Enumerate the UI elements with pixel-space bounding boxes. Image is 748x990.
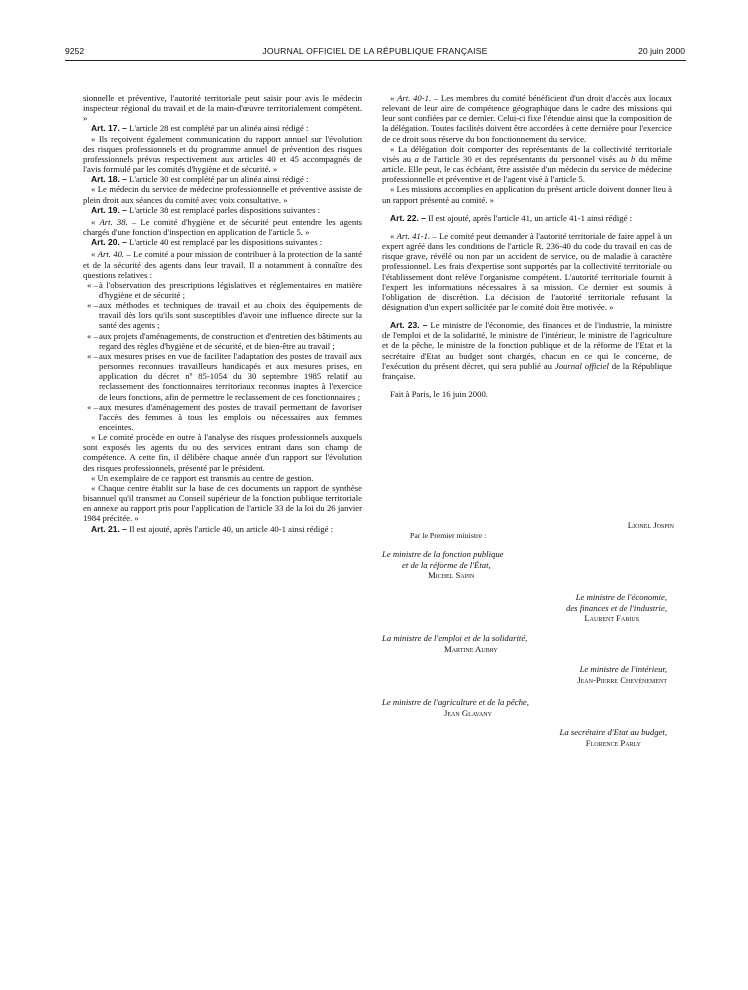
quote-open: « bbox=[91, 216, 100, 227]
minister-title: La ministre de l'emploi et de la solidarité, bbox=[382, 633, 528, 643]
delegation-text-1: « La délégation doit comporter des représentants de la collectivité territoriale visés au bbox=[382, 143, 672, 164]
article-21-text: Il est ajouté, après l'article 40, un article 40-1 ainsi rédigé : bbox=[126, 523, 334, 534]
paragraph-centre: « Chaque centre établit sur la base de ces documents un rapport de synthèse bisannuel qu'il transmet au Conseil supérieur de la fonction publique territoriale en annexe au rapport pris pour l'application de l'article 33 de la loi du 26 janvier 1984 précitée. » bbox=[83, 482, 362, 524]
list-item-text: à l'observation des prescriptions législatives et réglementaires en matière d'hygiène et de sécurité ; bbox=[99, 279, 362, 300]
article-40-1-quote bbox=[382, 93, 672, 144]
article-41-1-quote bbox=[382, 231, 672, 312]
minister-block-2 bbox=[382, 592, 667, 624]
paragraph-continuation: sionnelle et préventive, l'autorité territoriale peut saisir pour avis le médecin inspecteur régional du travail et de la main-d'œuvre territorialement compétent. » bbox=[83, 93, 362, 124]
delegation-text-3: du même article. Elle peut, le cas échéant, être assistée d'un médecin du service de médecine professionnelle et préventive et de l'agent visé à l'article 5. bbox=[382, 153, 673, 185]
quote-open: « bbox=[390, 93, 398, 103]
minister-name: Jean Glavany bbox=[444, 707, 492, 718]
article-40-1-text: – Les membres du comité bénéficient d'un droit d'accès aux locaux relevant de leur aire de compétence géographique dans le cadre des missions qui leur sont confiées par ce dernier. Celui-ci fixe l'étendue ainsi que la composition de la délégation. Toutes facilités doivent être accordées à cette dernière pour l'exercice de ce droit sous réserve du bon fonctionnement du service. bbox=[382, 93, 672, 144]
article-17-text: L'article 28 est complété par un alinéa ainsi rédigé : bbox=[126, 123, 309, 134]
list-item-text: aux mesures prises en vue de faciliter l'adaptation des postes de travail aux personnes reconnues travailleurs handicapés et aux mesures prises, en application du décret nº 85-1054 du 30 septembre 1985 relatif au reclassement des fonctionnaires territoriaux reconnus inaptes à l'exercice de leurs fonctions, afin de permettre le reclassement de ces fonctionnaires ; bbox=[99, 350, 362, 402]
article-18-quote: « Le médecin du service de médecine professionnelle et préventive assiste de plein droit aux séances du comité avec voix consultative. » bbox=[83, 184, 362, 205]
minister-title: des finances et de l'industrie, bbox=[565, 602, 667, 613]
paragraph-missions: « Les missions accomplies en application du présent article doivent donner lieu à un rapport présenté au comité. » bbox=[382, 184, 672, 205]
fait-a-paris: Fait à Paris, le 16 juin 2000. bbox=[390, 389, 488, 400]
article-20-label: Art. 20. – bbox=[91, 237, 127, 248]
signature-prime-minister: Lionel Jospin bbox=[627, 520, 674, 530]
article-18-label: Art. 18. – bbox=[91, 174, 127, 185]
delegation-text-2: de l'article 30 et des représentants du personnel visés au bbox=[418, 153, 631, 164]
questions-list bbox=[83, 280, 362, 432]
article-38-label: Art. 38. bbox=[99, 216, 128, 227]
minister-title: Le ministre de l'intérieur, bbox=[579, 664, 667, 674]
list-item bbox=[83, 280, 362, 300]
paragraph-exemplaire: « Un exemplaire de ce rapport est transmis au centre de gestion. bbox=[91, 472, 314, 483]
header-rule bbox=[65, 60, 686, 61]
article-40-1-label: Art. 40-1. bbox=[397, 93, 432, 103]
issue-date: 20 juin 2000 bbox=[638, 46, 685, 56]
paragraph-delegation bbox=[382, 144, 672, 185]
list-item-text: aux mesures d'aménagement des postes de travail permettant de favoriser l'accès des femmes à tous les emplois ou nécessaires aux femmes enceintes. bbox=[99, 401, 362, 432]
minister-name: Laurent Fabius bbox=[584, 613, 639, 624]
article-20 bbox=[83, 237, 362, 247]
minister-block-5 bbox=[382, 697, 682, 718]
article-23-text-1: Le ministre de l'économie, des finances et de l'industrie, la ministre de l'emploi et de la solidarité, le ministre de l'intérieur, le ministre de l'agriculture et de la pêche, le ministre de la fonction publique et de la réforme de l'Etat et la secrétaire d'Etat au budget sont chargés, chacun en ce qui le concerne, de l'exécution du présent décret, qui sera publié au bbox=[382, 320, 672, 371]
minister-title: Le ministre de l'agriculture et de la pêche, bbox=[382, 697, 529, 707]
list-marker: « – bbox=[87, 330, 98, 341]
list-marker: « – bbox=[87, 300, 98, 311]
list-item bbox=[83, 402, 362, 432]
paragraph-comite: « Le comité procède en outre à l'analyse des risques professionnels auxquels sont exposés les agents du ou des services entrant dans son champ de compétence. A cette fin, il délibère chaque année d'un rapport sur l'évolution des risques professionnels, présenté par le président. bbox=[83, 432, 362, 473]
article-17 bbox=[83, 123, 362, 133]
list-item bbox=[83, 351, 362, 402]
list-marker: « – bbox=[87, 401, 98, 412]
article-38-text: – Le comité d'hygiène et de sécurité peut entendre les agents chargés d'une fonction d'inspection en application de l'article 5. » bbox=[83, 216, 363, 238]
left-column bbox=[83, 93, 362, 534]
list-marker: « – bbox=[87, 279, 98, 290]
minister-name: Martine Aubry bbox=[444, 643, 498, 654]
delegation-letter-a: a bbox=[414, 153, 419, 164]
minister-name: Florence Parly bbox=[585, 737, 641, 748]
article-40-label: Art. 40. bbox=[97, 249, 125, 260]
list-item-text: aux méthodes et techniques de travail et au choix des équipements de travail dès lors qu'ils sont susceptibles d'avoir une influence directe sur la santé des agents ; bbox=[99, 300, 362, 331]
list-item bbox=[83, 331, 362, 351]
article-23-label: Art. 23. – bbox=[390, 320, 428, 331]
quote-open: « bbox=[91, 249, 98, 260]
minister-block-6 bbox=[382, 727, 667, 748]
article-19-label: Art. 19. – bbox=[91, 204, 127, 215]
article-18 bbox=[83, 174, 362, 184]
list-item bbox=[83, 300, 362, 330]
article-41-1-text: – Le comité peut demander à l'autorité territoriale de faire appel à un expert agréé dans les conditions de l'article R. 236-40 du code du travail en cas de risque grave, révélé ou non par un accident de service, ou de maladie à caractère professionnel. Les frais d'expertise sont supportés par la collectivité territoriale ou l'établissement dont relève l'organisme compétent. L'autorité territoriale fournit à l'expert les informations nécessaires à sa mission. Ce dernier est soumis à l'obligation de discrétion. La décision de l'autorité territoriale refusant la désignation d'un expert sollicitée par le comité doit être motivée. » bbox=[382, 230, 673, 312]
article-22-text: Il est ajouté, après l'article 41, un article 41-1 ainsi rédigé : bbox=[425, 212, 633, 223]
article-40-quote bbox=[83, 249, 362, 279]
article-22-label: Art. 22. – bbox=[390, 212, 426, 223]
right-column bbox=[382, 93, 672, 400]
article-40-text: – Le comité a pour mission de contribuer à la protection de la santé et de la sécurité des agents dans leur travail. Il a notamment à connaître des questions relatives : bbox=[83, 249, 362, 280]
minister-title: Le ministre de la fonction publique bbox=[382, 549, 504, 559]
article-23 bbox=[382, 320, 672, 381]
article-38-quote bbox=[83, 217, 362, 237]
delegation-letter-b: b bbox=[630, 153, 636, 164]
journal-officiel-ref: Journal officiel bbox=[554, 360, 609, 371]
article-19-text: L'article 38 est remplacé parles dispositions suivantes : bbox=[126, 204, 321, 215]
signatures bbox=[382, 520, 674, 541]
article-18-text: L'article 30 est complété par un alinéa ainsi rédigé : bbox=[126, 174, 309, 185]
article-20-text: L'article 40 est remplacé par les dispositions suivantes : bbox=[126, 237, 323, 248]
page-header bbox=[65, 44, 685, 58]
minister-title: La secrétaire d'Etat au budget, bbox=[559, 727, 667, 737]
article-41-1-label: Art. 41-1. bbox=[396, 230, 431, 241]
minister-name: Michel Sapin bbox=[428, 570, 475, 581]
article-21 bbox=[83, 524, 362, 534]
page-number: 9252 bbox=[65, 46, 85, 56]
article-23-text-2: de la République française. bbox=[382, 360, 672, 381]
article-19 bbox=[83, 205, 362, 215]
journal-title: JOURNAL OFFICIEL DE LA RÉPUBLIQUE FRANÇAISE bbox=[262, 46, 488, 56]
quote-open: « bbox=[390, 230, 397, 241]
article-17-quote: « Ils reçoivent également communication du rapport annuel sur l'évolution des risques professionnels et du programme annuel de prévention des risques professionnels prévus respectivement aux articles 40 et 45 accompagnés de l'avis formulé par les comités d'hygiène et de sécurité. » bbox=[83, 133, 362, 175]
minister-title: et de la réforme de l'État, bbox=[402, 559, 491, 570]
article-22 bbox=[382, 213, 672, 223]
minister-block-4 bbox=[382, 664, 667, 685]
article-17-label: Art. 17. – bbox=[91, 123, 127, 134]
list-item-text: aux projets d'aménagements, de construction et d'entretien des bâtiments au regard des règles d'hygiène et de sécurité, et de bien-être au travail ; bbox=[99, 330, 362, 351]
minister-name: Jean-Pierre Chevènement bbox=[577, 674, 667, 685]
par-le-premier-ministre: Par le Premier ministre : bbox=[410, 530, 487, 540]
minister-block-3 bbox=[382, 633, 682, 654]
list-marker: « – bbox=[87, 350, 98, 361]
article-21-label: Art. 21. – bbox=[91, 523, 127, 534]
minister-title: Le ministre de l'économie, bbox=[575, 592, 667, 602]
minister-block-1 bbox=[382, 549, 682, 581]
